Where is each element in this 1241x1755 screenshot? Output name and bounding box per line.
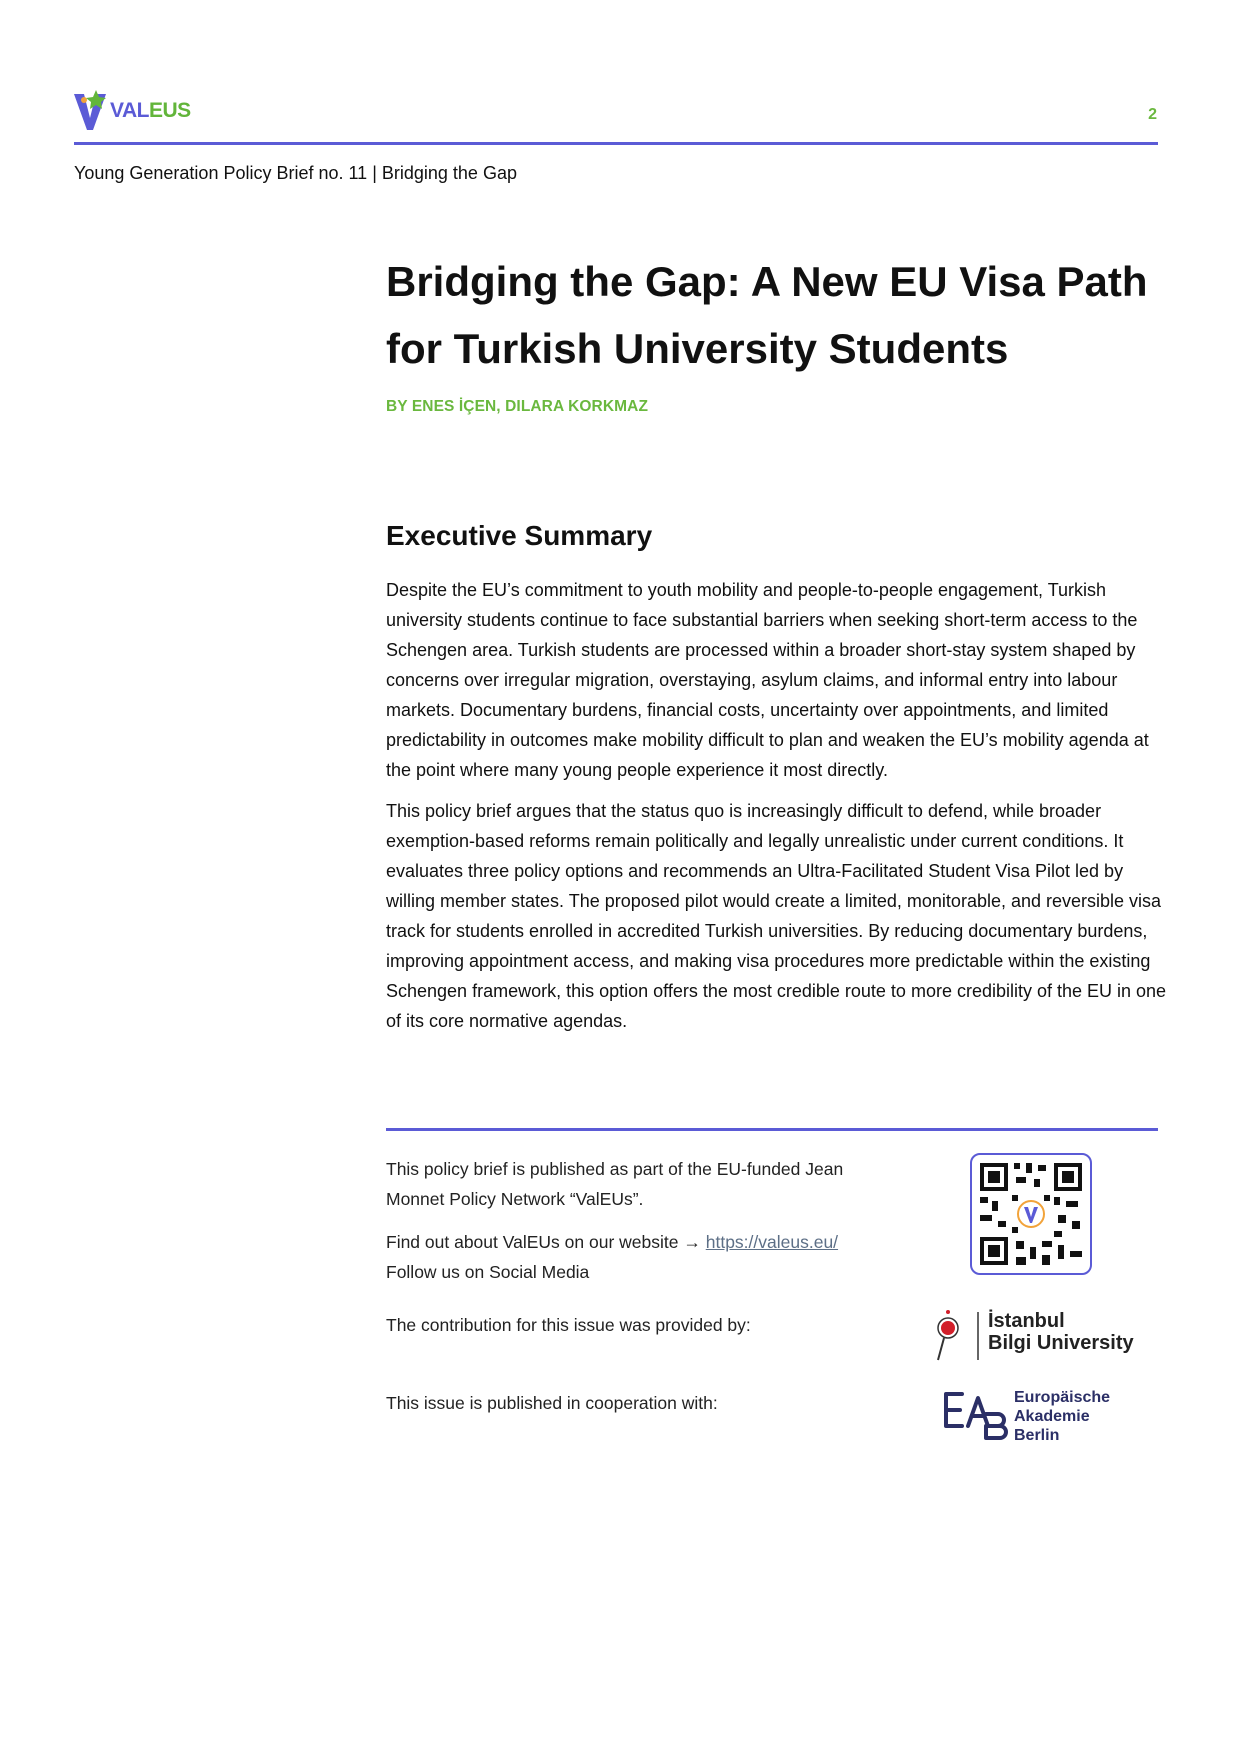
cooperation-note: This issue is published in cooperation with: — [386, 1393, 718, 1413]
eab-line-1: Europäische — [1014, 1389, 1111, 1406]
contribution-note: The contribution for this issue was provided by: — [386, 1315, 751, 1335]
footer-divider — [386, 1128, 1158, 1131]
bilgi-line-2: Bilgi University — [988, 1332, 1134, 1354]
eab-line-2: Akademie — [1014, 1408, 1090, 1425]
valeus-wordmark — [110, 99, 191, 123]
bilgi-line-1: İstanbul — [988, 1310, 1065, 1332]
eab-logo-icon — [940, 1388, 1010, 1444]
website-link[interactable]: https://valeus.eu/ — [705, 1232, 839, 1252]
running-header: Young Generation Policy Brief no. 11 | Bridging the Gap — [74, 163, 517, 183]
valeus-v-icon — [74, 90, 106, 130]
bilgi-university-name — [988, 1310, 1134, 1354]
qr-code[interactable] — [970, 1153, 1092, 1275]
wordmark-eus: EUS — [148, 99, 191, 122]
summary-paragraph: Despite the EU’s commitment to youth mobility and people-to-people engagement, Turkish university students continue to face substantial barriers when seeking short-term access to the Schengen area. Turkish students are processed within a broader short-stay system shaped by concerns over irregular migration, overstaying, asylum claims, and informal entry into labour markets. Documentary burdens, financial costs, uncertainty over appointments, and limited predictability in outcomes make mobility difficult to plan and weaken the EU’s mobility agenda at the point where many young people experience it most directly. — [386, 580, 1149, 780]
author-byline: BY ENES İÇEN, DILARA KORKMAZ — [386, 398, 649, 415]
arrow-right-icon: → — [683, 1232, 701, 1252]
wordmark-val: VAL — [110, 99, 149, 122]
section-heading: Executive Summary — [386, 520, 653, 551]
social-note: Follow us on Social Media — [386, 1262, 590, 1282]
header-divider — [74, 142, 1158, 145]
website-note — [386, 1227, 886, 1287]
website-prefix: Find out about ValEUs on our website — [386, 1232, 679, 1252]
publication-note: This policy brief is published as part of the EU-funded Jean Monnet Policy Network “ValEUs”. — [386, 1159, 844, 1209]
eab-line-3: Berlin — [1014, 1427, 1060, 1444]
eab-name — [1014, 1388, 1110, 1445]
page-number: 2 — [1148, 106, 1157, 123]
article-title: Bridging the Gap: A New EU Visa Path for Turkish University Students — [386, 258, 1148, 372]
summary-paragraph: This policy brief argues that the status quo is increasingly difficult to defend, while broader exemption-based reforms remain politically and legally unrealistic under current conditions. It evaluates three policy options and recommends an Ultra-Facilitated Student Visa Pilot led by willing member states. The proposed pilot would create a limited, monitorable, and reversible visa track for students enrolled in accredited Turkish universities. By reducing documentary burdens, improving appointment access, and making visa procedures more predictable within the existing Schengen framework, this option offers the most credible route to more credibility of the EU in one of its core normative agendas. — [386, 801, 1167, 1031]
summary-body — [386, 575, 1171, 1047]
